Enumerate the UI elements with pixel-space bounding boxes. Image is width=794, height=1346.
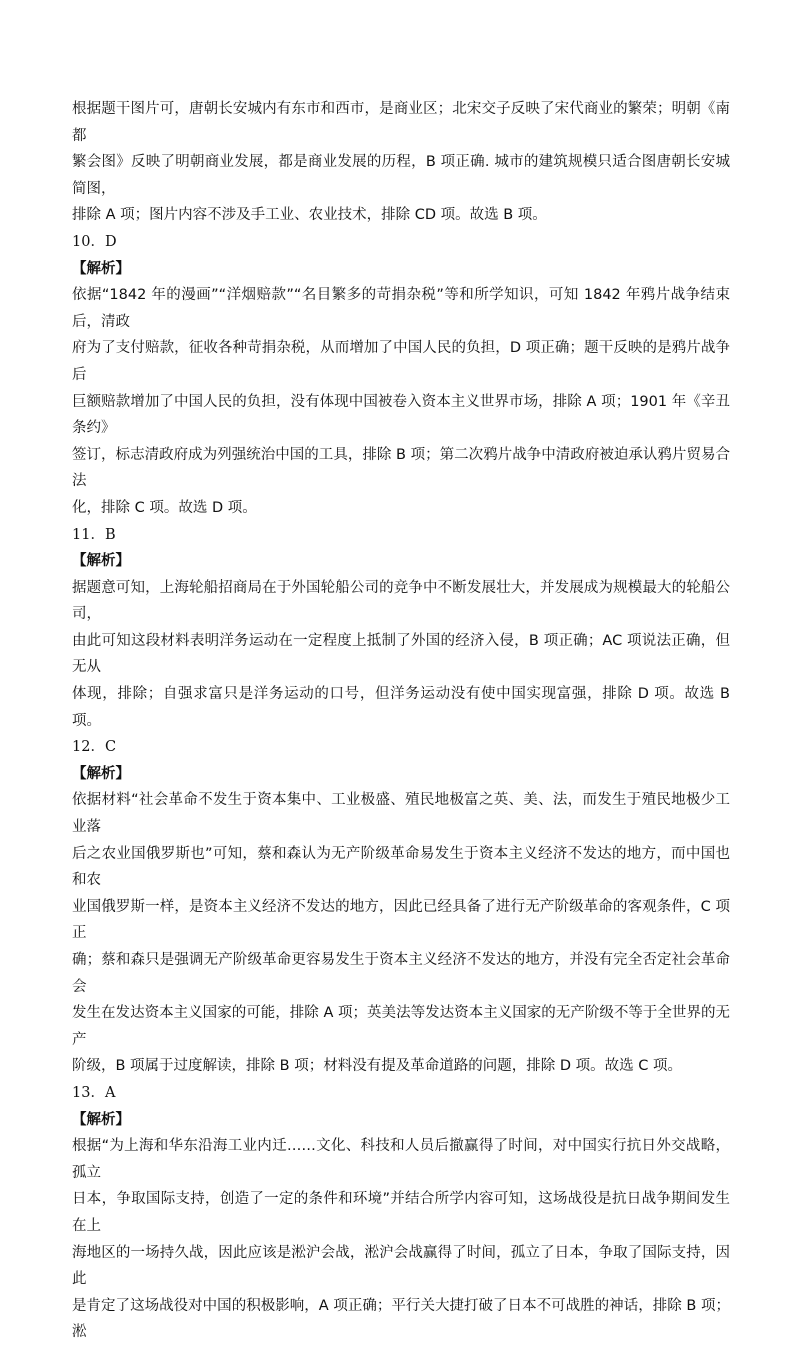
text-line: 根据题干图片可，唐朝长安城内有东市和西市，是商业区；北宋交子反映了宋代商业的繁荣；明朝《南都 bbox=[72, 101, 730, 144]
question-10 bbox=[72, 229, 730, 522]
text-line: 府为了支付赔款，征收各种苛捐杂税，从而增加了中国人民的负担，D 项正确；题干反映的是鸦片战争后 bbox=[72, 340, 730, 383]
answer-explanation-page bbox=[72, 96, 730, 1346]
text-line: 签订，标志清政府成为列强统治中国的工具，排除 B 项；第二次鸦片战争中清政府被迫承认鸦片贸易合法 bbox=[72, 446, 730, 490]
question-number: 11．B bbox=[72, 526, 116, 543]
question-number: 10．D bbox=[72, 233, 117, 250]
text-line: 后之农业国俄罗斯也”可知，蔡和森认为无产阶级革命易发生于资本主义经济不发达的地方，而中国也和农 bbox=[72, 845, 730, 889]
question-number: 12．C bbox=[72, 739, 117, 756]
analysis-label: 【解析】 bbox=[72, 553, 130, 570]
text-line: 根据“为上海和华东沿海工业内迁……文化、科技和人员后撤赢得了时间，对中国实行抗日外交战略，孤立 bbox=[72, 1138, 730, 1181]
text-line: 海地区的一场持久战，因此应该是淞沪会战，淞沪会战赢得了时间，孤立了日本，争取了国际支持，因此 bbox=[72, 1244, 730, 1288]
question-13 bbox=[72, 1080, 730, 1346]
text-line: 由此可知这段材料表明洋务运动在一定程度上抵制了外国的经济入侵，B 项正确；AC 项说法正确，但无从 bbox=[72, 632, 730, 676]
analysis-label: 【解析】 bbox=[72, 1111, 130, 1128]
text-line: 依据材料“社会革命不发生于资本集中、工业极盛、殖民地极富之英、美、法，而发生于殖民地极少工业落 bbox=[72, 792, 730, 836]
question-12 bbox=[72, 734, 730, 1080]
text-line: 发生在发达资本主义国家的可能，排除 A 项；英美法等发达资本主义国家的无产阶级不等于全世界的无产 bbox=[72, 1005, 730, 1048]
text-line: 化，排除 C 项。故选 D 项。 bbox=[72, 499, 257, 516]
text-line: 排除 A 项；图片内容不涉及手工业、农业技术，排除 CD 项。故选 B 项。 bbox=[72, 207, 547, 224]
text-line: 业国俄罗斯一样，是资本主义经济不发达的地方，因此已经具备了进行无产阶级革命的客观条件，C 项正 bbox=[72, 898, 730, 942]
text-line: 巨额赔款增加了中国人民的负担，没有体现中国被卷入资本主义世界市场，排除 A 项；1901 年《辛丑条约》 bbox=[72, 393, 730, 437]
text-line: 日本，争取国际支持，创造了一定的条件和环境”并结合所学内容可知，这场战役是抗日战争期间发生在上 bbox=[72, 1191, 730, 1234]
analysis-label: 【解析】 bbox=[72, 765, 130, 782]
text-line: 据题意可知，上海轮船招商局在于外国轮船公司的竞争中不断发展壮大，并发展成为规模最大的轮船公司， bbox=[72, 579, 730, 623]
question-11 bbox=[72, 522, 730, 735]
intro-explanation bbox=[72, 96, 730, 229]
analysis-label: 【解析】 bbox=[72, 260, 130, 277]
text-line: 确；蔡和森只是强调无产阶级革命更容易发生于资本主义经济不发达的地方，并没有完全否定社会革命会 bbox=[72, 952, 730, 995]
question-number: 13．A bbox=[72, 1084, 116, 1101]
text-line: 繁会图》反映了明朝商业发展，都是商业发展的历程，B 项正确. 城市的建筑规模只适合图唐朝长安城简图， bbox=[72, 154, 730, 197]
text-line: 依据“1842 年的漫画”“洋烟赔款”“名目繁多的苛捐杂税”等和所学知识，可知 1842 年鸦片战争结束后，清政 bbox=[72, 287, 730, 330]
text-line: 是肯定了这场战役对中国的积极影响，A 项正确；平行关大捷打破了日本不可战胜的神话，排除 B 项；淞 bbox=[72, 1297, 730, 1341]
text-line: 阶级，B 项属于过度解读，排除 B 项；材料没有提及革命道路的问题，排除 D 项。故选 C 项。 bbox=[72, 1058, 682, 1075]
text-line: 体现，排除；自强求富只是洋务运动的口号，但洋务运动没有使中国实现富强，排除 D 项。故选 B 项。 bbox=[72, 686, 730, 729]
